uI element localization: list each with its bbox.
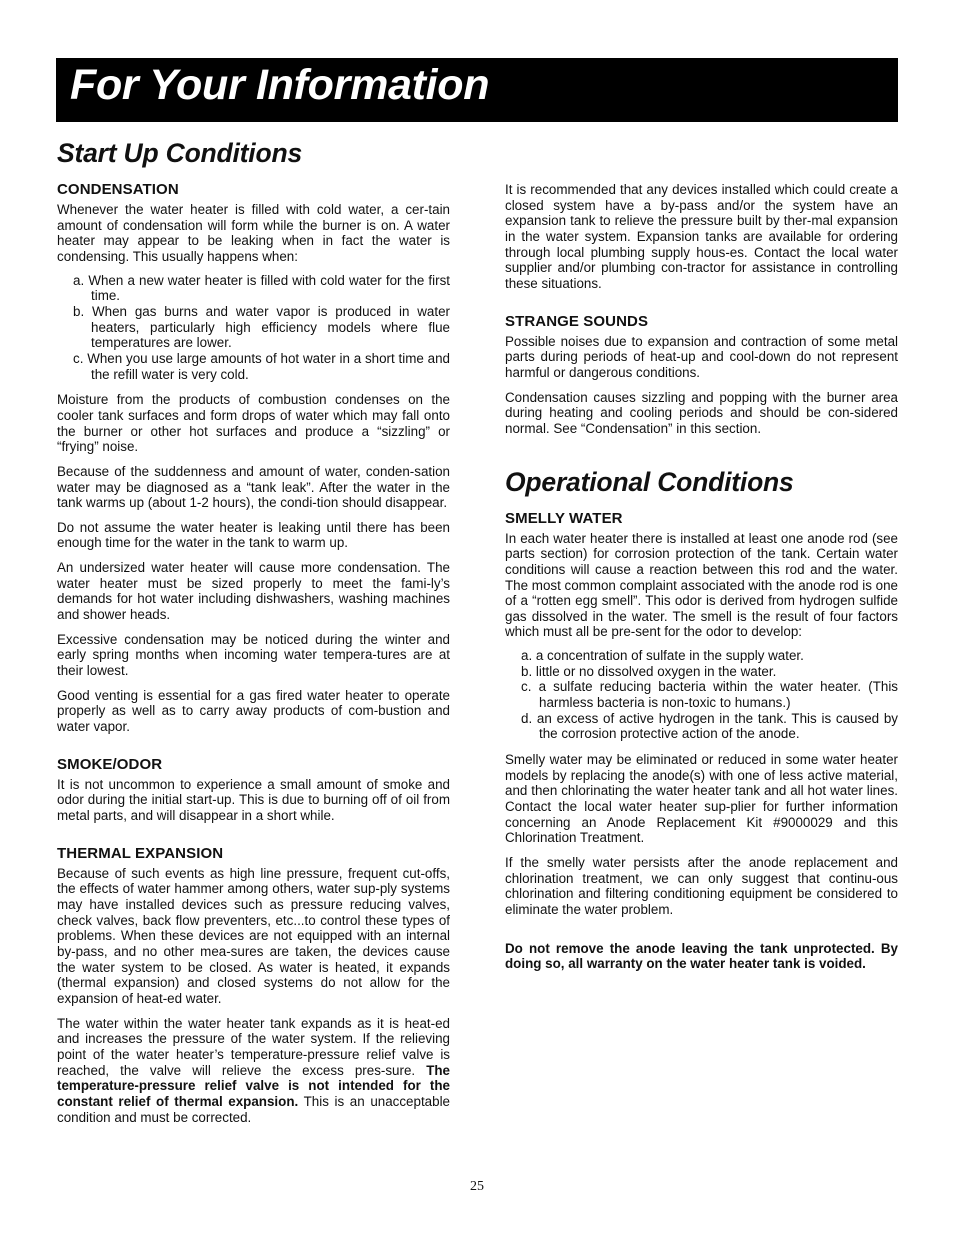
- condensation-paragraph: Because of the suddenness and amount of water, conden-sation water may be diagnosed as a “tank leak”. After the water in the tank warms up (about 1-2 hours), the condi-tion should disappear.: [57, 463, 450, 511]
- text-segment: This is an unacceptable condition and must be corrected.: [57, 1093, 450, 1125]
- list-item: a. When a new water heater is filled with cold water for the first time.: [73, 272, 450, 304]
- start-up-conditions-heading: Start Up Conditions: [57, 138, 302, 168]
- thermal-expansion-continued: It is recommended that any devices installed which could create a closed system have a by-pass and/or the system have an expansion tank to relieve the pressure built by ther-mal expansion in the water system. Expansion tanks are available for ordering through local plumbing supply hous-es. Contact the local water supplier and/or plumbing con-tractor for assistance in controlling these situations.: [505, 182, 898, 291]
- thermal-expansion-paragraph: Because of such events as high line pressure, frequent cut-offs, the effects of water hammer among others, water sup-ply systems may have installed devices such as pressure reducing valves, check valves, back flow preventers, etc...to control these types of problems. When these devices are not equipped with an internal by-pass, and no other mea-sures are taken, the devices cause the water system to be closed. As water is heated, it expands (thermal expansion) and closed systems do not allow for the expansion of heat-ed water.: [57, 865, 450, 1006]
- thermal-expansion-heading: THERMAL EXPANSION: [57, 844, 224, 862]
- relief-valve-warning: The temperature-pressure relief valve is not intended for the constant relief of thermal expansion.: [57, 1062, 450, 1109]
- list-item: a. a concentration of sulfate in the supply water.: [521, 648, 804, 664]
- condensation-paragraph: Excessive condensation may be noticed during the winter and early spring months when incoming water tempera-tures are at their lowest.: [57, 631, 450, 679]
- smelly-water-paragraph: Smelly water may be eliminated or reduced in some water heater models by replacing the anode(s) with one of less active material, and then chlorinating the water heater tank and all hot water lines. Contact the local water heater sup-plier for further information concerning an Anode Replacement Kit #9000029 and this Chlorination Treatment.: [505, 752, 898, 846]
- smelly-water-list: [505, 648, 898, 742]
- right-column: [505, 182, 898, 981]
- list-item: b. When gas burns and water vapor is produced in water heaters, particularly high efficiency models where flue temperatures are lower.: [73, 303, 450, 351]
- left-column: [57, 137, 450, 1134]
- condensation-paragraph: Good venting is essential for a gas fired water heater to operate properly as well as to carry away products of com-bustion and water vapor.: [57, 687, 450, 735]
- anode-warning: Do not remove the anode leaving the tank unprotected. By doing so, all warranty on the water heater tank is voided.: [505, 940, 898, 972]
- page-number: 25: [470, 1179, 484, 1194]
- condensation-paragraph: Moisture from the products of combustion condenses on the cooler tank surfaces and form drops of water which may fall onto the burner or other hot surfaces and produce a “sizzling” or “frying” noise.: [57, 392, 450, 455]
- list-item: d. an excess of active hydrogen in the tank. This is caused by the corrosion protective action of the anode.: [521, 710, 898, 742]
- smoke-odor-heading: SMOKE/ODOR: [57, 755, 163, 773]
- operational-conditions-heading: Operational Conditions: [505, 466, 794, 497]
- list-item: c. a sulfate reducing bacteria within the water heater. (This harmless bacteria is non-toxic to humans.): [521, 679, 898, 711]
- condensation-intro: Whenever the water heater is filled with cold water, a cer-tain amount of condensation will form while the burner is on. A water heater may appear to be leaking when in fact the water is condensing. This usually happens when:: [57, 202, 450, 264]
- strange-sounds-paragraph: Condensation causes sizzling and popping with the burner area during heating and cooling periods and should be con-sidered normal. See “Condensation” in this section.: [505, 389, 898, 436]
- list-item: c. When you use large amounts of hot water in a short time and the refill water is very cold.: [73, 350, 450, 382]
- strange-sounds-paragraph: Possible noises due to expansion and contraction of some metal parts during periods of heat-up and cool-down do not represent harmful or dangerous conditions.: [505, 333, 898, 380]
- condensation-paragraph: An undersized water heater will cause more condensation. The water heater must be sized properly to meet the fami-ly’s demands for hot water including dishwashers, washing machines and shower heads.: [57, 560, 450, 623]
- smelly-water-intro: In each water heater there is installed at least one anode rod (see parts section) for corrosion protection of the tank. Certain water conditions will cause a reaction between this rod and the water. The most common complaint associated with the anode rod is one of a “rotten egg smell”. This odor is derived from hydrogen sulfide gas dissolved in the water. The smell is the result of four factors which must all be pre-sent for the odor to develop:: [505, 530, 898, 640]
- page-title: For Your Information: [70, 61, 490, 109]
- text-segment: The water within the water heater tank expands as it is heat-ed and increases the pressure of the water system. If the relieving point of the water heater’s temperature-pressure relief valve is reached, the valve will relieve the excess pres-sure.: [57, 1015, 450, 1078]
- condensation-list: [57, 273, 450, 383]
- list-item: b. little or no dissolved oxygen in the water.: [521, 663, 777, 679]
- condensation-heading: CONDENSATION: [57, 181, 179, 198]
- title-banner: [56, 58, 898, 122]
- thermal-expansion-paragraph-2: [57, 1016, 450, 1126]
- condensation-paragraph: Do not assume the water heater is leaking until there has been enough time for the water in the tank to warm up.: [57, 519, 450, 551]
- strange-sounds-heading: STRANGE SOUNDS: [505, 312, 649, 330]
- smelly-water-heading: SMELLY WATER: [505, 509, 623, 527]
- smelly-water-paragraph: If the smelly water persists after the anode replacement and chlorination treatment, we can only suggest that continu-ous chlorination and filtering conditioning equipment be considered to eliminate the water problem.: [505, 855, 898, 917]
- smoke-odor-paragraph: It is not uncommon to experience a small amount of smoke and odor during the initial start-up. This is due to burning off of oil from metal parts, and will disappear in a short while.: [57, 776, 450, 823]
